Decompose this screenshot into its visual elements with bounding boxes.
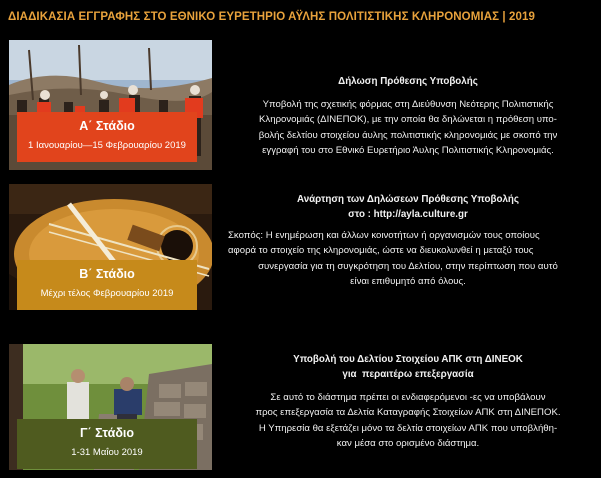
stage2-name: Β΄ Στάδιο	[79, 267, 135, 281]
stage1-dates: 1 Ιανουαρίου—15 Φεβρουαρίου 2019	[28, 140, 186, 151]
stage1-name: Α΄ Στάδιο	[79, 119, 135, 133]
stage3-description	[228, 352, 588, 452]
stage2-body-line: αφορά το στοιχείο της κληρονομιάς, ώστε να διευκολυνθεί η μεταξύ τους	[228, 245, 534, 257]
page-title: ΔΙΑΔΙΚΑΣΙΑ ΕΓΓΡΑΦΗΣ ΣΤΟ ΕΘΝΙΚΟ ΕΥΡΕΤΗΡΙΟ ΑΫΛΗΣ ΠΟΛΙΤΙΣΤΙΚΗΣ ΚΛΗΡΟΝΟΜΙΑΣ | 2019	[8, 11, 535, 23]
stage3-badge	[17, 419, 197, 469]
stage1-body-line: Κληρονομιάς (ΔΙΝΕΠΟΚ), με την οποία θα δηλώνεται η πρόθεση υπο-	[259, 114, 557, 126]
stage3-heading	[228, 352, 588, 382]
stage3-name: Γ΄ Στάδιο	[79, 426, 135, 440]
stage3-body-line: προς επεξεργασία τα Δελτία Καταγραφής Στοιχείων ΑΠΚ στη ΔΙΝΕΠΟΚ.	[255, 407, 561, 419]
stage3-body-line: καν μέσα στο ορισμένο διάστημα.	[336, 438, 480, 450]
stage2-heading-line: Ανάρτηση των Δηλώσεων Πρόθεσης Υποβολής	[297, 194, 519, 205]
stage3-heading-line: για περαιτέρω επεξεργασία	[342, 369, 474, 380]
stage1-heading-line: Δήλωση Πρόθεσης Υποβολής	[338, 76, 478, 87]
stage2-body-line: Σκοπός: Η ενημέρωση και άλλων κοινοτήτων ή οργανισμών τους οποίους	[228, 230, 540, 241]
stage2-description	[228, 192, 588, 290]
stage2-body	[228, 228, 588, 290]
stage3-body-line: Σε αυτό το διάστημα πρέπει οι ενδιαφερόμενοι -ες να υποβάλουν	[270, 392, 546, 403]
stage1-body-line: βολής δελτίου στοιχείου άυλης πολιτιστικής κληρονομιάς με σκοπό την	[258, 129, 558, 141]
stage2-heading-line: στο : http://ayla.culture.gr	[348, 209, 468, 220]
stage3-dates: 1-31 Μαΐου 2019	[71, 447, 143, 458]
stage2-body-line: είναι επιθυμητό από όλους.	[350, 276, 466, 288]
stage1-badge	[17, 112, 197, 162]
stage1-description	[228, 74, 588, 159]
stage2-heading	[228, 192, 588, 222]
stage2-dates: Μέχρι τέλος Φεβρουαρίου 2019	[40, 288, 174, 299]
stage3-body	[228, 390, 588, 452]
stage1-body-line: εγγραφή του στο Εθνικό Ευρετήριο Άυλης Πολιτιστικής Κληρονομιάς.	[262, 145, 554, 157]
stage3-heading-line: Υποβολή του Δελτίου Στοιχείου ΑΠΚ στη ΔΙΝΕΟΚ	[293, 354, 523, 365]
stage1-body-line: Υποβολή της σχετικής φόρμας στη Διεύθυνση Νεότερης Πολιτιστικής	[262, 99, 554, 110]
stage3-body-line: Η Υπηρεσία θα εξετάζει μόνο τα δελτία στοιχείων ΑΠΚ που υποβλήθη-	[258, 422, 558, 434]
stage1-heading	[228, 74, 588, 89]
stage1-body	[228, 97, 588, 159]
stage2-badge	[17, 260, 197, 310]
stage2-body-line: συνεργασία για τη συγκρότηση του Δελτίου, στην περίπτωση που αυτό	[258, 260, 558, 272]
